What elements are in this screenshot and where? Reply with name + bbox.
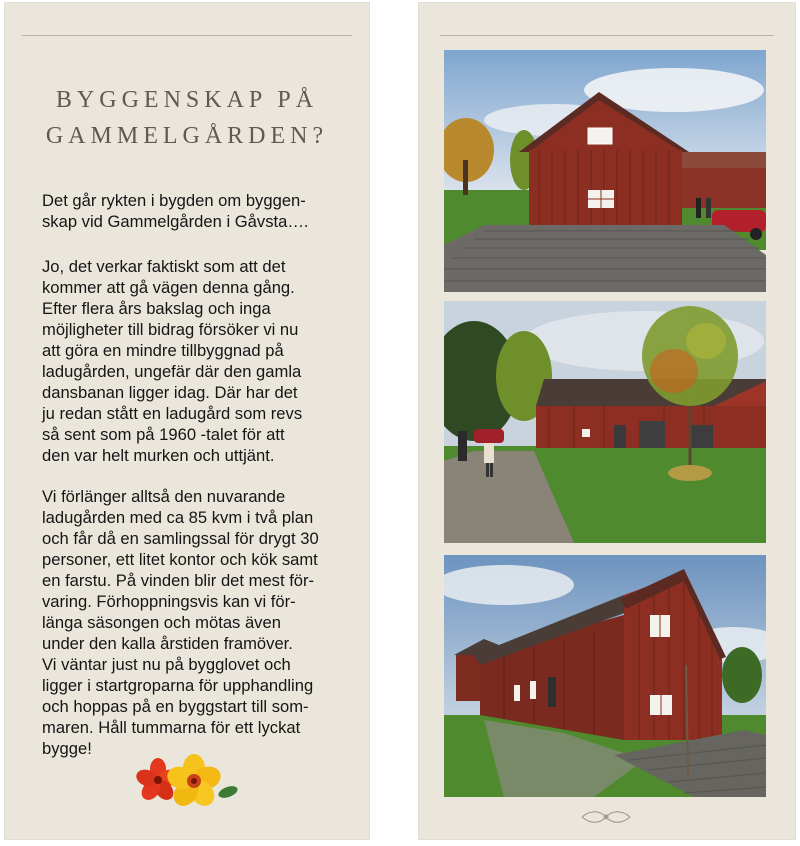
text-line: ju redan stått en ladugård som revs xyxy=(42,404,303,423)
text-line: ladugården, ungefär där den gamla xyxy=(42,362,302,381)
barn-photo-lawn xyxy=(444,301,766,543)
text-line: Det går rykten i bygden om byggen- xyxy=(42,191,306,210)
barn-photo-front xyxy=(444,50,766,292)
text-line: möjligheter till bidrag försöker vi nu xyxy=(42,320,299,339)
top-divider xyxy=(22,35,352,36)
article-title-line2: GAMMELGÅRDEN? xyxy=(45,123,329,149)
text-line: ladugården med ca 85 kvm i två plan xyxy=(42,508,314,527)
body-paragraph-1 xyxy=(42,256,360,466)
text-line: under den kalla årstiden framöver. xyxy=(42,634,293,653)
article-title-line1: BYGGENSKAP PÅ xyxy=(55,87,319,113)
text-line: varing. Förhoppningsvis kan vi för- xyxy=(42,592,296,611)
text-line: skap vid Gammelgården i Gåvsta…. xyxy=(42,212,309,231)
text-line: Jo, det verkar faktiskt som att det xyxy=(42,257,286,276)
text-line: och får då en samlingssal för drygt 30 xyxy=(42,529,319,548)
text-line: bygge! xyxy=(42,739,92,758)
text-line: så sent som på 1960 -talet för att xyxy=(42,425,285,444)
top-divider xyxy=(440,35,774,36)
text-line: den var helt murken och uttjänt. xyxy=(42,446,275,465)
text-line: en farstu. På vinden blir det mest för- xyxy=(42,571,315,590)
text-line: maren. Håll tummarna för ett lyckat xyxy=(42,718,301,737)
text-line: länga säsongen och mötas även xyxy=(42,613,281,632)
text-line: ligger i startgroparna för upphandling xyxy=(42,676,314,695)
text-line: Vi förlänger alltså den nuvarande xyxy=(42,487,286,506)
text-line: kommer att gå vägen denna gång. xyxy=(42,278,295,297)
text-line: Vi väntar just nu på bygglovet och xyxy=(42,655,291,674)
barn-photo-gable xyxy=(444,555,766,797)
intro-paragraph xyxy=(42,190,360,232)
flourish-ornament-icon xyxy=(578,808,634,826)
text-line: dansbanan ligger idag. Där har det xyxy=(42,383,298,402)
photo-panel xyxy=(418,2,796,840)
text-line: personer, ett litet kontor och kök samt xyxy=(42,550,318,569)
body-paragraph-2 xyxy=(42,486,360,759)
hibiscus-flower-icon xyxy=(136,752,246,812)
article-panel xyxy=(4,2,370,840)
text-line: Efter flera års bakslag och inga xyxy=(42,299,271,318)
text-line: och hoppas på en byggstart till som- xyxy=(42,697,309,716)
text-line: att göra en mindre tillbyggnad på xyxy=(42,341,284,360)
